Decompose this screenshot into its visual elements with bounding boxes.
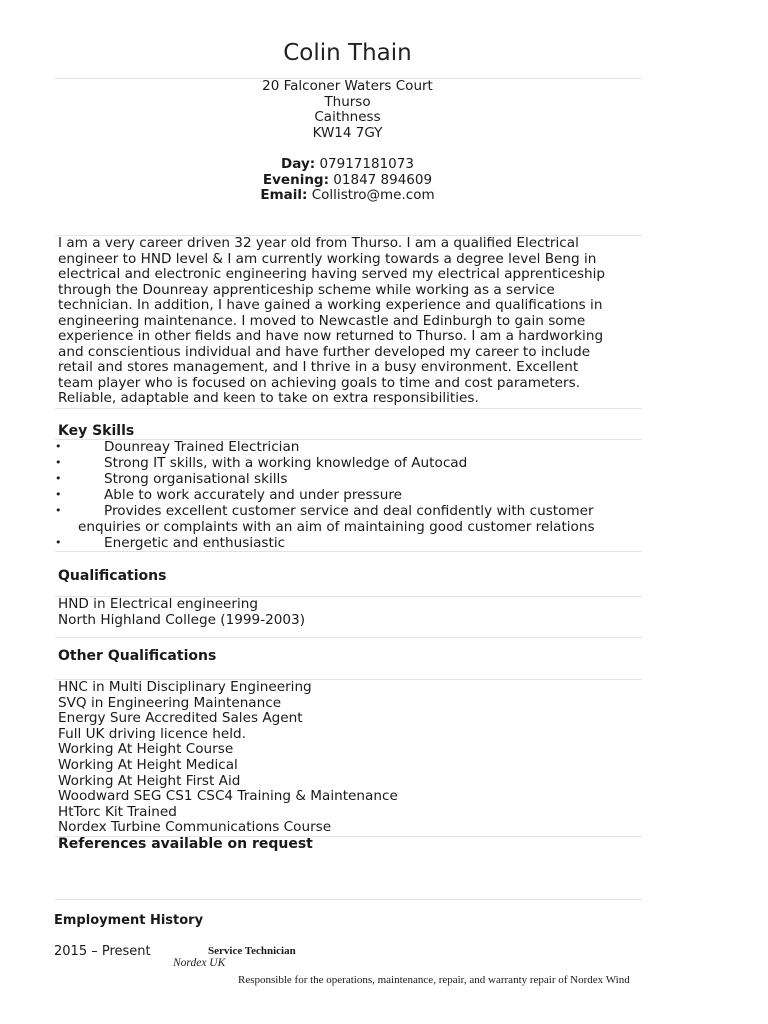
references-note: References available on request xyxy=(58,836,313,852)
contact-evening xyxy=(0,173,695,189)
list-item: Full UK driving licence held. xyxy=(58,725,247,742)
list-item: SVQ in Engineering Maintenance xyxy=(58,694,282,711)
list-item: • Strong organisational skills xyxy=(52,471,652,487)
list-item: • Energetic and enthusiastic xyxy=(52,535,652,551)
list-item: Working At Height Course xyxy=(58,741,234,758)
address-block xyxy=(0,79,695,141)
address-line: Thurso xyxy=(324,93,371,110)
profile-line: engineer to HND level & I am currently working towards a degree level Beng in xyxy=(58,250,597,267)
list-item: • Strong IT skills, with a working knowledge of Autocad xyxy=(52,455,652,471)
list-item: • Able to work accurately and under pressure xyxy=(52,487,652,503)
qualifications-list xyxy=(58,597,305,628)
list-item: HNC in Multi Disciplinary Engineering xyxy=(58,679,312,695)
contact-block xyxy=(0,157,695,204)
profile-paragraph xyxy=(58,236,648,407)
list-item: Nordex Turbine Communications Course xyxy=(58,819,332,836)
other-qualifications-list xyxy=(58,680,398,836)
profile-line: electrical and electronic engineering having served my electrical apprenticeship xyxy=(58,266,606,282)
profile-line: engineering maintenance. I moved to Newcastle and Edinburgh to gain some xyxy=(58,312,586,329)
list-item: • Provides excellent customer service and deal confidently with customer enquiries or complaints with an aim of maintaining good customer relations xyxy=(52,503,652,535)
profile-line: I am a very career driven 32 year old from Thurso. I am a qualified Electrical xyxy=(58,235,579,251)
list-item: Working At Height Medical xyxy=(58,756,238,773)
profile-line: Reliable, adaptable and keen to take on extra responsibilities. xyxy=(58,390,479,406)
candidate-name: Colin Thain xyxy=(283,40,412,66)
other-qualifications-heading: Other Qualifications xyxy=(58,648,217,664)
divider xyxy=(55,899,642,900)
profile-line: team player who is focused on achieving goals to time and cost parameters. xyxy=(58,374,581,391)
employment-heading: Employment History xyxy=(54,913,204,928)
contact-value: 07917181073 xyxy=(319,156,414,172)
profile-line: experience in other fields and have now returned to Thurso. I am a hardworking xyxy=(58,328,604,344)
job-title: Service Technician xyxy=(208,945,296,957)
divider xyxy=(55,551,642,552)
address-line: Caithness xyxy=(314,109,381,125)
contact-label: Day: xyxy=(281,156,316,172)
contact-value: 01847 894609 xyxy=(333,171,433,188)
list-item: Woodward SEG CS1 CSC4 Training & Maintenance xyxy=(58,788,398,805)
profile-line: and conscientious individual and have further developed my career to include xyxy=(58,343,591,360)
contact-label: Email: xyxy=(260,187,308,203)
job-description: Responsible for the operations, maintenance, repair, and warranty repair of Nordex Wind xyxy=(238,974,630,986)
address-line: KW14 7GY xyxy=(312,124,383,141)
list-item: HtTorc Kit Trained xyxy=(58,803,177,820)
divider xyxy=(55,637,642,638)
qualifications-heading: Qualifications xyxy=(58,568,167,584)
profile-line: through the Dounreay apprenticeship scheme while working as a service xyxy=(58,281,555,298)
profile-line: retail and stores management, and I thrive in a busy environment. Excellent xyxy=(58,359,579,375)
contact-email xyxy=(0,188,695,204)
key-skills-heading: Key Skills xyxy=(58,423,135,439)
list-item: North Highland College (1999-2003) xyxy=(58,611,305,628)
key-skills-list xyxy=(52,439,652,551)
divider xyxy=(55,408,642,409)
employment-period: 2015 – Present xyxy=(54,944,151,959)
address-line: 20 Falconer Waters Court xyxy=(262,78,433,94)
company-name: Nordex UK xyxy=(173,957,226,969)
contact-day xyxy=(0,157,695,173)
contact-label: Evening: xyxy=(262,171,329,188)
list-item: • Dounreay Trained Electrician xyxy=(52,439,652,455)
list-item: Energy Sure Accredited Sales Agent xyxy=(58,710,303,727)
list-item: HND in Electrical engineering xyxy=(58,596,259,612)
email-value: Collistro@me.com xyxy=(311,187,435,203)
profile-line: technician. In addition, I have gained a working experience and qualifications in xyxy=(58,297,603,313)
list-item: Working At Height First Aid xyxy=(58,772,241,789)
